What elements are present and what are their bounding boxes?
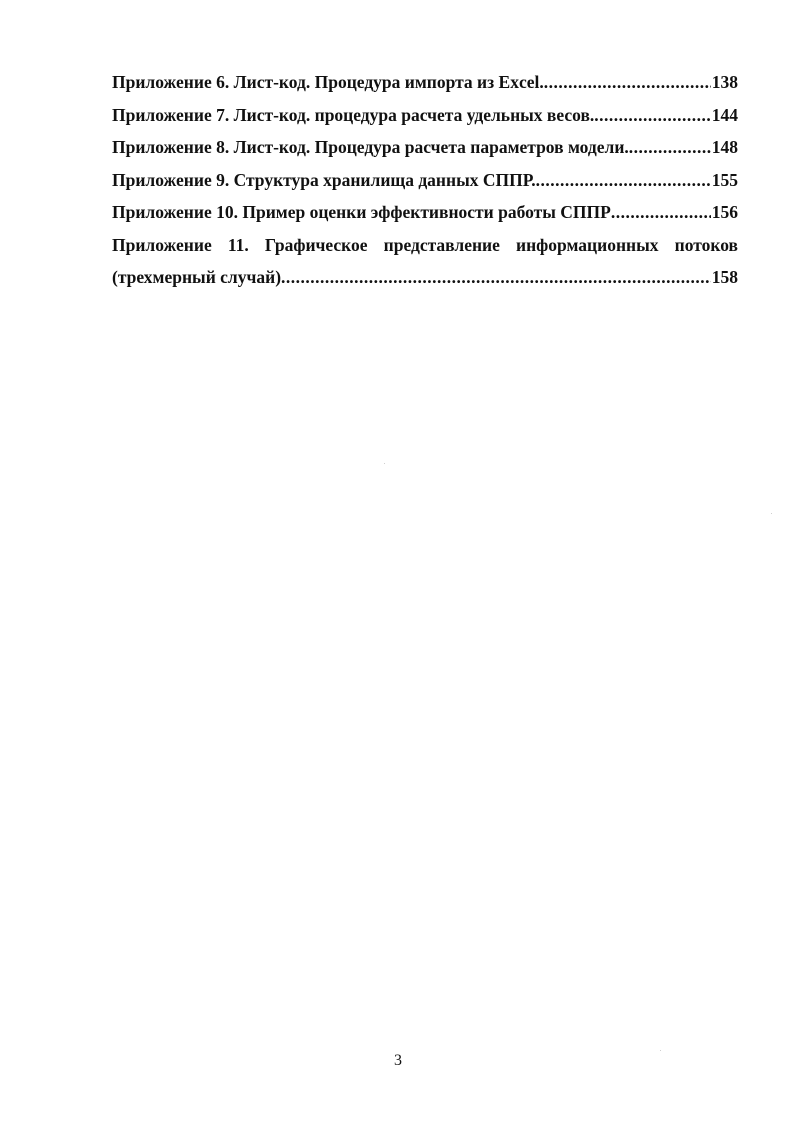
- toc-entry-title: Приложение 9. Структура хранилища данных СППР.: [112, 169, 536, 190]
- toc-entry-page: 144: [711, 104, 738, 125]
- toc-dot-leader: [544, 66, 711, 99]
- toc-entry[interactable]: [112, 131, 738, 164]
- toc-dot-leader: [629, 131, 711, 164]
- toc-entry[interactable]: [112, 99, 738, 132]
- toc-entry-page: 156: [711, 202, 738, 222]
- scan-speck: [384, 463, 385, 464]
- toc-entry[interactable]: [112, 196, 738, 229]
- toc-entry-title: Приложение 6. Лист-код. Процедура импорта из Excel.: [112, 72, 544, 92]
- toc-dot-leader: [594, 99, 710, 132]
- page-number: 3: [394, 1052, 402, 1069]
- toc-entry-page: 155: [711, 169, 738, 190]
- toc-entry-page: 158: [711, 267, 738, 287]
- toc-entry-page: 148: [711, 137, 738, 157]
- toc-dot-leader: [611, 196, 711, 229]
- toc-entry-title: Приложение 7. Лист-код. процедура расчета удельных весов.: [112, 104, 595, 125]
- toc-entry-title-line2: (трехмерный случай): [112, 267, 282, 287]
- toc-entry-title-line1: Приложение 11. Графическое представление информационных потоков: [112, 234, 738, 255]
- scan-speck: [660, 1050, 661, 1051]
- toc-entry-title: Приложение 10. Пример оценки эффективности работы СППР: [112, 202, 611, 222]
- toc-entry[interactable]: [112, 164, 738, 197]
- toc-dot-leader: [536, 164, 711, 197]
- toc-entry[interactable]: [112, 66, 738, 99]
- scan-speck: [771, 513, 772, 514]
- toc-entry-title: Приложение 8. Лист-код. Процедура расчета параметров модели.: [112, 137, 629, 157]
- toc-entry-multiline[interactable]: [112, 229, 738, 294]
- toc-dot-leader: [281, 261, 711, 294]
- table-of-contents: [112, 66, 738, 294]
- toc-entry-page: 138: [711, 72, 738, 92]
- toc-entry-last-line: [112, 261, 738, 294]
